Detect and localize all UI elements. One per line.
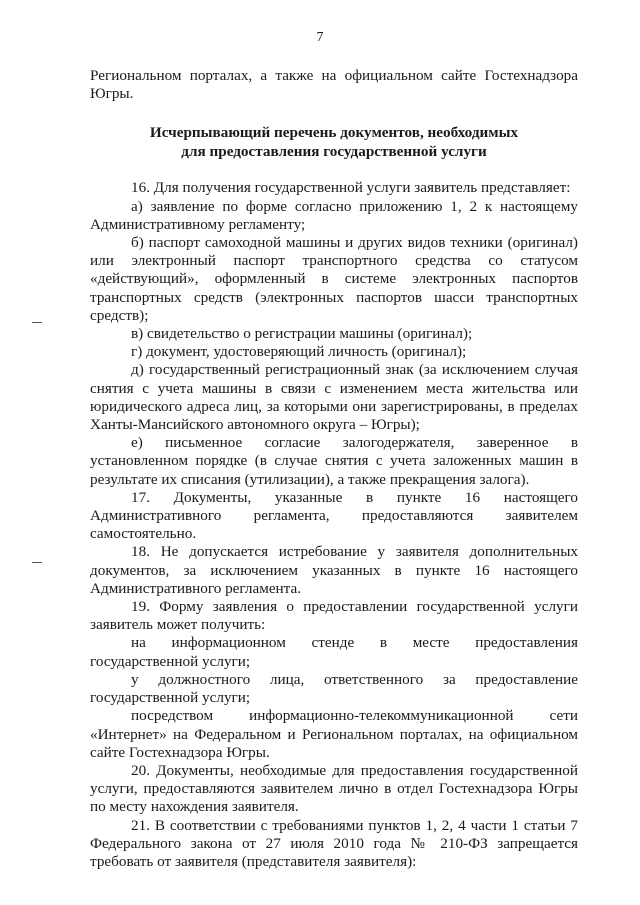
- item-v: в) свидетельство о регистрации машины (оригинал);: [131, 325, 473, 343]
- item-a: а) заявление по форме согласно приложению 1, 2 к настоящему Административному регламенту;: [90, 197, 578, 233]
- item-d: д) государственный регистрационный знак (за исключением случая снятия с учета машины в связи с изменением места жительства или юридического адреса лиц, за которыми они зарегистрированы, в пределах Ханты-Мансийского автономного округа – Югры);: [90, 361, 578, 434]
- page-number: 7: [316, 30, 324, 45]
- paragraph-21: 21. В соответствии с требованиями пунктов 1, 2, 4 части 1 статьи 7 Федерального закона от 27 июля 2010 года № 210-ФЗ запрещается требовать от заявителя (представителя заявителя):: [90, 816, 578, 870]
- paragraph-18: 18. Не допускается истребование у заявителя дополнительных документов, за исключением указанных в пункте 16 настоящего Административного регламента.: [90, 543, 578, 597]
- option-stand: на информационном стенде в месте предоставления государственной услуги;: [90, 634, 578, 670]
- heading-line-2: для предоставления государственной услуги: [181, 143, 487, 161]
- item-b: б) паспорт самоходной машины и других видов техники (оригинал) или электронный паспорт транспортного средства со статусом «действующий», оформленный в системе электронных паспортов транспортных средств (электронных паспортов шасси транспортных средств);: [90, 234, 578, 324]
- section-heading: [90, 123, 578, 161]
- option-official: у должностного лица, ответственного за предоставление государственной услуги;: [90, 670, 578, 707]
- margin-mark: [32, 322, 42, 323]
- paragraph-19: 19. Форму заявления о предоставлении государственной услуги заявитель может получить:: [90, 598, 578, 634]
- item-e: е) письменное согласие залогодержателя, заверенное в установленном порядке (в случае снятия с учета заложенных машин в результате их списания (утилизации), а также прекращения залога).: [90, 434, 578, 488]
- option-internet: посредством информационно-телекоммуникационной сети «Интернет» на Федеральном и Региональном порталах, на официальном сайте Гостехнадзора Югры.: [90, 707, 578, 761]
- item-g: г) документ, удостоверяющий личность (оригинал);: [131, 343, 467, 361]
- paragraph-17: 17. Документы, указанные в пункте 16 настоящего Административного регламента, предоставляются заявителем самостоятельно.: [90, 488, 578, 543]
- heading-line-1: Исчерпывающий перечень документов, необходимых: [149, 124, 519, 142]
- margin-mark: [32, 562, 42, 563]
- intro-paragraph: Региональном порталах, а также на официальном сайте Гостехнадзора Югры.: [90, 67, 578, 103]
- paragraph-20: 20. Документы, необходимые для предоставления государственной услуги, предоставляются заявителем лично в отдел Гостехнадзора Югры по месту нахождения заявителя.: [90, 761, 578, 816]
- document-body: [90, 67, 578, 871]
- paragraph-16: 16. Для получения государственной услуги заявитель представляет:: [131, 179, 571, 197]
